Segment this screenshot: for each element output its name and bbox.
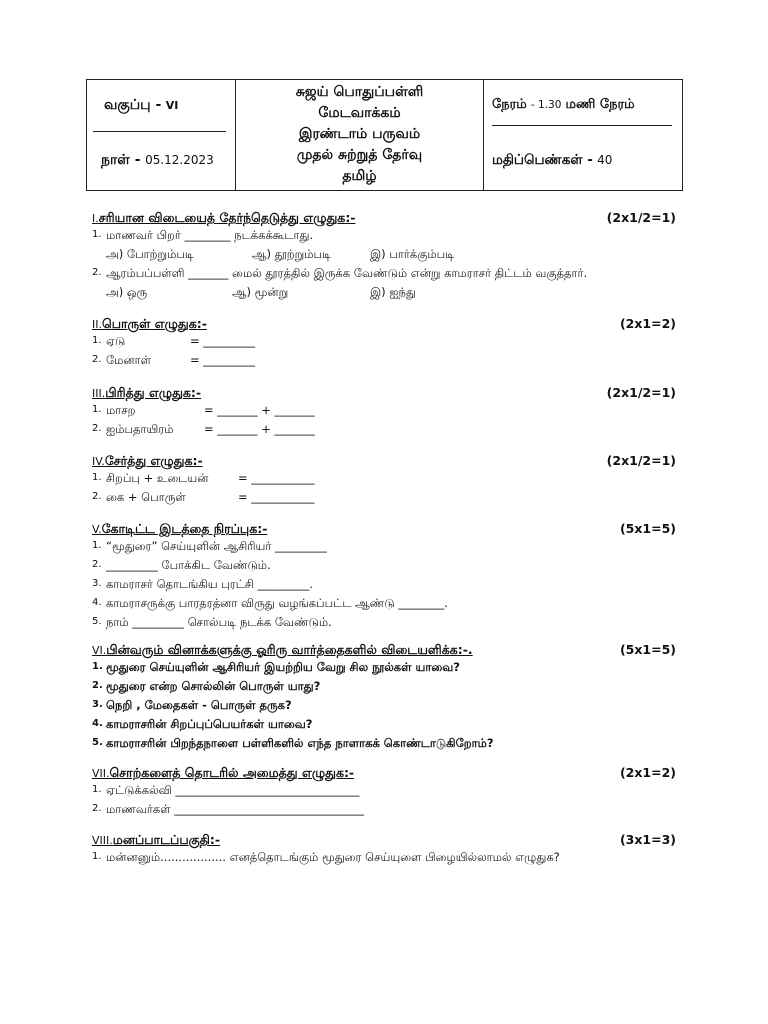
date-line (101, 152, 214, 170)
question-item: 2. மூதுரை என்ற சொல்லின் பொருள் யாது? (92, 679, 321, 693)
question-item: 3. காமராசர் தொடங்கிய புரட்சி _________. (92, 577, 313, 591)
header-middle-cell (236, 80, 484, 191)
section-1-title: I.சரியான விடையைத் தேர்ந்தெடுத்து எழுதுக:- (92, 210, 356, 225)
term-title: இரண்டாம் பருவம் (298, 126, 421, 142)
school-name: சுஜய் பொதுப்பள்ளி (295, 84, 424, 100)
option-c: இ) ஐந்து (370, 285, 416, 299)
subject-title: தமிழ் (342, 168, 377, 184)
section-5 (92, 521, 682, 634)
option-a: அ) போற்றும்படி (106, 247, 195, 261)
option-b: ஆ) மூன்று (232, 285, 289, 299)
question-item: 2. மேனாள் = _________ (92, 353, 256, 367)
date-value: 05.12.2023 (145, 153, 214, 167)
section-1 (92, 210, 682, 304)
class-line (104, 97, 178, 115)
question-item: 4. காமராசரின் சிறப்புப்பெயர்கள் யாவை? (92, 717, 313, 731)
section-4 (92, 453, 682, 509)
question-item: 1. மூதுரை செய்யுளின் ஆசிரியர் இயற்றிய வேறு சில நூல்கள் யாவை? (92, 660, 460, 674)
question-item: 1. ஏடு = _________ (92, 334, 256, 348)
question-item: 1. மாணவர் பிறர் ________ நடக்கக்கூடாது. (92, 228, 314, 242)
section-5-marks: (5x1=5) (619, 521, 676, 536)
time-label: நேரம் (492, 97, 527, 112)
section-7 (92, 765, 682, 821)
time-line (492, 97, 635, 113)
section-6-title: VI.பின்வரும் வினாக்களுக்கு ஓரிரு வார்த்தைகளில் விடையளிக்க:-. (92, 642, 473, 657)
question-item: 5. காமராசரின் பிறந்தநாளை பள்ளிகளில் எந்த நாளாகக் கொண்டாடுகிறோம்? (92, 736, 494, 750)
section-2 (92, 316, 682, 372)
section-3-title: III.பிரித்து எழுதுக:- (92, 385, 202, 400)
section-1-header (92, 210, 682, 228)
section-8-marks: (3x1=3) (619, 832, 676, 847)
question-item: 1. மாசற = _______ + _______ (92, 403, 315, 417)
option-c: இ) பார்க்கும்படி (370, 247, 455, 261)
section-6-header (92, 642, 682, 660)
header-right-cell (484, 80, 683, 191)
class-label: வகுப்பு - (104, 97, 162, 113)
question-item: 2. ஐம்பதாயிரம் = _______ + _______ (92, 422, 315, 436)
date-label: நாள் - (101, 152, 141, 168)
section-3-marks: (2x1/2=1) (606, 385, 676, 400)
header-table (86, 79, 683, 191)
question-item: 1. மன்னனும்.................. எனத்தொடங்கும் மூதுரை செய்யுளை பிழையில்லாமல் எழுதுக? (92, 850, 560, 864)
question-item: 2. மாணவர்கள் _________________________________ (92, 802, 365, 816)
question-item: 3. நெறி , மேதைகள் - பொருள் தருக? (92, 698, 292, 712)
section-7-marks: (2x1=2) (619, 765, 676, 780)
question-item: 1. சிறப்பு + உடையன் = ___________ (92, 471, 315, 485)
school-block (236, 80, 483, 187)
question-item: 4. காமராசருக்கு பாரதரத்னா விருது வழங்கப்பட்ட ஆண்டு ________. (92, 596, 448, 610)
section-8 (92, 832, 682, 869)
options-row (92, 285, 682, 304)
marks-value: 40 (597, 153, 613, 167)
time-value: - 1.30 (530, 99, 562, 111)
question-item: 1. ஏட்டுக்கல்வி ________________________________ (92, 783, 360, 797)
question-item: 5. நாம் _________ சொல்படி நடக்க வேண்டும். (92, 615, 332, 629)
section-4-title: IV.சேர்த்து எழுதுக:- (92, 453, 203, 468)
header-left-rule (93, 131, 226, 132)
section-4-marks: (2x1/2=1) (606, 453, 676, 468)
header-right-rule (492, 125, 672, 126)
exam-title: முதல் சுற்றுத் தேர்வு (296, 147, 423, 163)
section-6 (92, 642, 682, 755)
question-item: 2. கை + பொருள் = ___________ (92, 490, 315, 504)
section-7-title: VII.சொற்களைத் தொடரில் அமைத்து எழுதுக:- (92, 765, 355, 780)
option-a: அ) ஒரு (106, 285, 148, 299)
section-2-marks: (2x1=2) (619, 316, 676, 331)
marks-label: மதிப்பெண்கள் - (492, 152, 593, 168)
section-5-header (92, 521, 682, 539)
section-2-header (92, 316, 682, 334)
section-8-header (92, 832, 682, 850)
section-7-header (92, 765, 682, 783)
section-2-title: II.பொருள் எழுதுக:- (92, 316, 207, 331)
section-3 (92, 385, 682, 441)
header-left-cell (87, 80, 236, 191)
question-item: 1. “மூதுரை” செய்யுளின் ஆசிரியர் _________ (92, 539, 327, 553)
marks-line (492, 152, 612, 170)
class-value: VI (165, 99, 179, 112)
school-location: மேடவாக்கம் (318, 105, 401, 121)
question-item: 2. ஆரம்பப்பள்ளி _______ மைல் தூரத்தில் இருக்க வேண்டும் என்று காமராசர் திட்டம் வகுத்தார். (92, 266, 588, 280)
option-b: ஆ) தூற்றும்படி (252, 247, 332, 261)
section-8-title: VIII.மனப்பாடப்பகுதி:- (92, 832, 221, 847)
section-1-marks: (2x1/2=1) (606, 210, 676, 225)
time-unit: மணி நேரம் (565, 97, 635, 112)
section-3-header (92, 385, 682, 403)
section-6-marks: (5x1=5) (619, 642, 676, 657)
question-item: 2. _________ போக்கிட வேண்டும். (92, 558, 271, 572)
section-5-title: V.கோடிட்ட இடத்தை நிரப்புக:- (92, 521, 268, 536)
options-row (92, 247, 682, 266)
section-4-header (92, 453, 682, 471)
